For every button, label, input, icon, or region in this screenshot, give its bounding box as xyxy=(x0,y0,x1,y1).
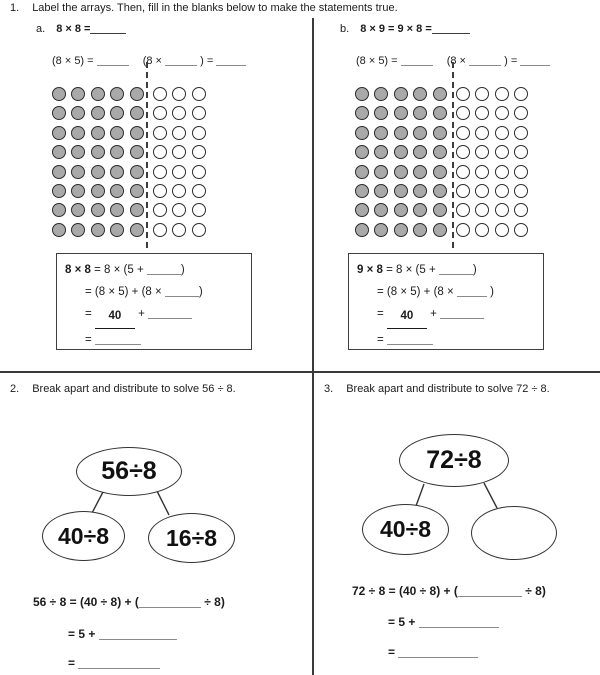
array-dot-white xyxy=(192,184,206,198)
array-dot-gray xyxy=(355,126,369,140)
array-dot-white xyxy=(495,223,509,237)
array-dot-gray xyxy=(374,223,388,237)
q2-bond-connector-right xyxy=(157,491,169,515)
array-dot-white xyxy=(514,223,528,237)
array-dot-gray xyxy=(130,145,144,159)
array-dot-gray xyxy=(52,184,66,198)
array-dot-white xyxy=(495,126,509,140)
array-dot-gray xyxy=(374,87,388,101)
answer-blank xyxy=(139,599,201,608)
array-dot-gray xyxy=(394,223,408,237)
q3-equation-1 xyxy=(352,584,546,598)
array-row xyxy=(355,106,534,120)
array-dot-gray xyxy=(52,145,66,159)
array-dot-gray xyxy=(355,184,369,198)
array-dot-white xyxy=(153,223,167,237)
array-dot-gray xyxy=(413,106,427,120)
array-dot-gray xyxy=(355,106,369,120)
q2-equation-3 xyxy=(68,656,160,670)
array-dot-white xyxy=(192,126,206,140)
q1a-box-line2-text: = (8 × 5) + (8 × xyxy=(85,286,162,298)
q1a-sub-left: (8 × 5) = xyxy=(52,55,94,67)
q1b-headline xyxy=(340,23,470,35)
q2-equation-1 xyxy=(33,595,225,609)
array-dot-gray xyxy=(413,87,427,101)
array-dot-white xyxy=(153,106,167,120)
q1b-label: b. xyxy=(340,23,350,35)
array-dot-gray xyxy=(394,145,408,159)
array-dot-white xyxy=(514,106,528,120)
array-dot-white xyxy=(192,203,206,217)
q1b-box-line4-eq: = xyxy=(377,334,384,346)
array-dot-gray xyxy=(52,87,66,101)
array-row xyxy=(52,165,211,179)
array-dot-white xyxy=(514,87,528,101)
array-dot-gray xyxy=(433,223,447,237)
q3-bond-ellipse-top xyxy=(399,434,509,487)
array-dot-white xyxy=(475,165,489,179)
array-dot-gray xyxy=(91,165,105,179)
array-dot-white xyxy=(172,203,186,217)
array-dot-gray xyxy=(413,223,427,237)
q2-eq3-text: = xyxy=(68,656,76,670)
q1a-box-line1 xyxy=(57,259,251,281)
array-dot-gray xyxy=(413,184,427,198)
array-dot-gray xyxy=(374,126,388,140)
q1b-box-line3-plus: + xyxy=(430,308,437,320)
array-dot-white xyxy=(475,145,489,159)
array-dot-white xyxy=(475,184,489,198)
array-row xyxy=(52,126,211,140)
q1b-box-lead: 9 × 8 xyxy=(357,264,383,276)
array-dot-white xyxy=(153,203,167,217)
q1a-box-line3-plus: + xyxy=(138,308,145,320)
array-dot-white xyxy=(456,126,470,140)
array-dot-gray xyxy=(394,126,408,140)
q1b-box-line2-text: = (8 × 5) + (8 × xyxy=(377,286,454,298)
q1-number: 1. xyxy=(10,2,20,14)
array-dot-gray xyxy=(71,145,85,159)
array-dot-gray xyxy=(71,223,85,237)
array-dot-gray xyxy=(374,106,388,120)
array-dot-white xyxy=(475,126,489,140)
array-dot-white xyxy=(172,106,186,120)
answer-blank xyxy=(440,310,484,319)
array-row xyxy=(52,106,211,120)
array-dot-white xyxy=(153,87,167,101)
array-row xyxy=(52,184,211,198)
prefilled-answer: 40 xyxy=(387,305,427,329)
q3-equation-2 xyxy=(388,615,499,629)
q1b-box-line1-text: = 8 × (5 + xyxy=(386,264,436,276)
q1a-box-line3 xyxy=(57,303,251,329)
answer-blank xyxy=(398,649,478,658)
q1b-equation: 8 × 9 = 9 × 8 = xyxy=(360,23,432,35)
q1a-box-lead: 8 × 8 xyxy=(65,264,91,276)
q1a-box-line1-text: = 8 × (5 + xyxy=(94,264,144,276)
answer-blank xyxy=(458,588,522,597)
array-dot-gray xyxy=(52,223,66,237)
array-row xyxy=(355,203,534,217)
array-dot-gray xyxy=(91,223,105,237)
array-row xyxy=(355,145,534,159)
array-dot-white xyxy=(456,165,470,179)
array-dot-gray xyxy=(52,203,66,217)
array-dot-gray xyxy=(394,184,408,198)
array-row xyxy=(355,87,534,101)
q2-eq1-pre: 56 ÷ 8 = (40 ÷ 8) + ( xyxy=(33,595,139,609)
q1a-box-line4-eq: = xyxy=(85,334,92,346)
q3-bond-connector-right xyxy=(484,483,497,508)
q2-eq1-post: ÷ 8) xyxy=(204,595,225,609)
array-row xyxy=(52,87,211,101)
q3-eq3-text: = xyxy=(388,645,396,659)
answer-blank xyxy=(165,57,197,66)
array-row xyxy=(52,223,211,237)
q1b-box-line1-close: ) xyxy=(472,264,477,276)
q1b-sub-right-open: (8 × xyxy=(446,55,466,67)
q1b-box-line1 xyxy=(349,259,543,281)
array-row xyxy=(355,184,534,198)
array-row xyxy=(52,145,211,159)
array-dot-gray xyxy=(91,87,105,101)
array-row xyxy=(355,165,534,179)
q3-bond-ellipse-left xyxy=(362,504,449,555)
q1a-headline xyxy=(36,23,126,35)
answer-blank xyxy=(165,288,199,297)
answer-blank xyxy=(439,266,473,275)
q2-instruction-text: Break apart and distribute to solve 56 ÷ 8. xyxy=(32,383,236,395)
q2-equation-2 xyxy=(68,627,177,641)
q1a-box-line4 xyxy=(57,329,251,351)
q1a-box-line2 xyxy=(57,281,251,303)
array-dot-white xyxy=(153,165,167,179)
answer-blank xyxy=(99,631,177,640)
array-dot-gray xyxy=(110,87,124,101)
q1b-distribute-box xyxy=(348,253,544,350)
q3-instruction xyxy=(324,383,550,395)
array-dot-gray xyxy=(52,126,66,140)
q3-instruction-text: Break apart and distribute to solve 72 ÷ 8. xyxy=(346,383,550,395)
q1a-distribute-box xyxy=(56,253,252,350)
array-dot-white xyxy=(514,145,528,159)
q2-bond-right-value: 16÷8 xyxy=(166,524,217,551)
array-dot-gray xyxy=(130,87,144,101)
q1-instruction xyxy=(10,2,398,14)
answer-blank xyxy=(432,25,470,34)
array-dot-white xyxy=(495,87,509,101)
array-dot-gray xyxy=(355,87,369,101)
array-dot-white xyxy=(495,203,509,217)
q3-bond-ellipse-right xyxy=(471,506,557,560)
array-dot-gray xyxy=(91,145,105,159)
answer-blank xyxy=(520,57,550,66)
array-dot-gray xyxy=(374,203,388,217)
array-dot-gray xyxy=(374,145,388,159)
array-dot-gray xyxy=(413,165,427,179)
array-dot-white xyxy=(172,223,186,237)
section-divider xyxy=(0,371,600,373)
array-dot-gray xyxy=(110,165,124,179)
q3-eq1-post: ÷ 8) xyxy=(525,584,546,598)
array-dot-gray xyxy=(71,165,85,179)
q2-bond-ellipse-right xyxy=(148,513,235,563)
answer-blank xyxy=(469,57,501,66)
q1b-box-line3-eq: = xyxy=(377,308,384,320)
array-dot-gray xyxy=(71,203,85,217)
array-dot-gray xyxy=(110,223,124,237)
q1a-label: a. xyxy=(36,23,46,35)
q1a-sub-right-open: (8 × xyxy=(142,55,162,67)
array-dot-gray xyxy=(394,203,408,217)
array-dot-white xyxy=(172,126,186,140)
array-dot-white xyxy=(514,126,528,140)
array-dot-white xyxy=(514,165,528,179)
array-dot-gray xyxy=(91,106,105,120)
array-dot-white xyxy=(153,145,167,159)
answer-blank xyxy=(147,266,181,275)
array-dot-gray xyxy=(394,106,408,120)
array-dot-gray xyxy=(91,203,105,217)
array-dot-gray xyxy=(91,184,105,198)
q1-instruction-text: Label the arrays. Then, fill in the blanks below to make the statements true. xyxy=(32,2,398,14)
array-dot-gray xyxy=(374,184,388,198)
prefilled-answer: 40 xyxy=(95,305,135,329)
array-dot-white xyxy=(456,223,470,237)
array-dot-gray xyxy=(374,165,388,179)
column-divider xyxy=(312,18,314,675)
array-dot-white xyxy=(456,106,470,120)
array-dot-white xyxy=(153,126,167,140)
answer-blank xyxy=(78,660,160,669)
q1b-sub-right-close: ) = xyxy=(504,55,518,67)
array-dot-white xyxy=(192,87,206,101)
array-dot-gray xyxy=(130,106,144,120)
array-dot-white xyxy=(153,184,167,198)
array-dot-white xyxy=(475,203,489,217)
array-dot-gray xyxy=(413,203,427,217)
q1b-box-line4 xyxy=(349,329,543,351)
array-dot-gray xyxy=(71,184,85,198)
array-dot-gray xyxy=(91,126,105,140)
array-dot-gray xyxy=(433,87,447,101)
q1b-box-line2 xyxy=(349,281,543,303)
array-dot-gray xyxy=(433,203,447,217)
array-dot-white xyxy=(495,165,509,179)
array-dot-gray xyxy=(433,106,447,120)
q1a-box-line3-eq: = xyxy=(85,308,92,320)
array-dot-white xyxy=(514,184,528,198)
array-dot-gray xyxy=(433,126,447,140)
array-dot-gray xyxy=(52,106,66,120)
array-row xyxy=(52,203,211,217)
q2-instruction xyxy=(10,383,236,395)
q3-eq2-text: = 5 + xyxy=(388,615,416,629)
array-dot-gray xyxy=(110,106,124,120)
array-dot-gray xyxy=(355,165,369,179)
q1a-dot-array xyxy=(52,87,211,242)
array-dot-gray xyxy=(110,203,124,217)
array-dot-white xyxy=(456,184,470,198)
array-row xyxy=(355,223,534,237)
q3-bond-left-value: 40÷8 xyxy=(380,516,431,542)
answer-blank xyxy=(97,57,129,66)
answer-blank xyxy=(148,310,192,319)
q2-bond-connector-left xyxy=(92,492,103,513)
array-dot-gray xyxy=(130,165,144,179)
q2-bond-ellipse-left xyxy=(42,511,125,561)
q2-bond-ellipse-top xyxy=(76,447,182,496)
q1a-sub-right-close: ) = xyxy=(200,55,214,67)
array-dot-white xyxy=(456,87,470,101)
q1a-box-line2-close: ) xyxy=(198,286,203,298)
array-dot-gray xyxy=(52,165,66,179)
array-dot-white xyxy=(495,106,509,120)
array-dot-gray xyxy=(71,87,85,101)
array-dot-gray xyxy=(130,203,144,217)
array-dot-gray xyxy=(355,203,369,217)
q3-equation-3 xyxy=(388,645,478,659)
array-row xyxy=(355,126,534,140)
array-dot-white xyxy=(475,106,489,120)
array-dot-gray xyxy=(110,145,124,159)
array-dot-gray xyxy=(71,126,85,140)
q2-eq2-text: = 5 + xyxy=(68,627,96,641)
array-dot-white xyxy=(192,165,206,179)
answer-blank xyxy=(387,336,433,345)
q1b-box-line2-close: ) xyxy=(490,286,494,298)
q3-eq1-pre: 72 ÷ 8 = (40 ÷ 8) + ( xyxy=(352,584,458,598)
answer-blank xyxy=(216,57,246,66)
array-dot-white xyxy=(495,184,509,198)
q3-number: 3. xyxy=(324,383,334,395)
array-dot-gray xyxy=(110,184,124,198)
array-dot-white xyxy=(456,145,470,159)
q1b-box-line3 xyxy=(349,303,543,329)
array-dot-white xyxy=(192,145,206,159)
array-dot-gray xyxy=(71,106,85,120)
q1b-dot-array xyxy=(355,87,534,242)
answer-blank xyxy=(90,25,126,34)
answer-blank xyxy=(457,288,487,297)
array-dot-gray xyxy=(433,145,447,159)
q2-number: 2. xyxy=(10,383,20,395)
q1b-sub-left: (8 × 5) = xyxy=(356,55,398,67)
array-dot-gray xyxy=(355,145,369,159)
q2-bond-top-value: 56÷8 xyxy=(101,457,157,485)
array-dot-gray xyxy=(110,126,124,140)
array-dot-gray xyxy=(355,223,369,237)
array-dot-gray xyxy=(394,165,408,179)
array-dot-gray xyxy=(413,145,427,159)
array-dot-white xyxy=(172,165,186,179)
q2-bond-left-value: 40÷8 xyxy=(58,522,109,549)
array-dot-gray xyxy=(433,184,447,198)
array-dot-white xyxy=(514,203,528,217)
q3-bond-top-value: 72÷8 xyxy=(426,446,482,474)
q1a-sub-equation xyxy=(52,55,246,67)
array-dot-white xyxy=(192,223,206,237)
array-dot-white xyxy=(172,87,186,101)
array-dot-gray xyxy=(394,87,408,101)
array-dot-white xyxy=(495,145,509,159)
q3-bond-connector-left xyxy=(416,484,424,506)
array-dot-white xyxy=(172,145,186,159)
answer-blank xyxy=(401,57,433,66)
q1a-equation: 8 × 8 = xyxy=(56,23,91,35)
q1a-box-line1-close: ) xyxy=(180,264,185,276)
array-dot-white xyxy=(456,203,470,217)
array-dot-white xyxy=(475,223,489,237)
answer-blank xyxy=(419,619,499,628)
array-dot-white xyxy=(192,106,206,120)
answer-blank xyxy=(95,336,141,345)
array-dot-gray xyxy=(130,223,144,237)
array-dot-white xyxy=(172,184,186,198)
array-dot-gray xyxy=(433,165,447,179)
array-dot-white xyxy=(475,87,489,101)
array-dot-gray xyxy=(413,126,427,140)
array-dot-gray xyxy=(130,184,144,198)
array-dot-gray xyxy=(130,126,144,140)
